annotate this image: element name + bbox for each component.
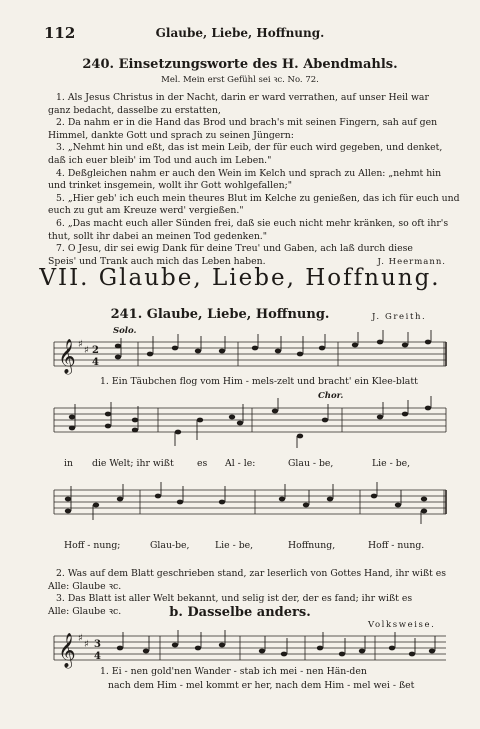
treble-clef-icon: 𝄞 <box>58 339 76 374</box>
staff-3-notes <box>65 494 427 514</box>
staff-1-stems <box>121 330 431 357</box>
lyric-syllable: Lie - be, <box>372 458 411 469</box>
lyric-syllable: die Welt; ihr wißt <box>92 458 174 469</box>
verse-line: 7. O Jesu, dir sei ewig Dank für deine Treu' und Gaben, ach laß durch diese <box>56 243 413 255</box>
lyric-syllable: Hoff - nung. <box>368 540 425 551</box>
staff-4 <box>54 636 446 660</box>
staff-4-notes <box>58 633 435 669</box>
verse-line: Alle: Glaube ꝛc. <box>48 605 122 617</box>
sharp-icon: ♯ <box>84 639 89 650</box>
sharp-icon: ♯ <box>78 633 83 644</box>
verse-line: 5. „Hier geb' ich euch mein theures Blut im Kelche zu genießen, das ich für euch und <box>56 192 460 204</box>
verse-line: und trinket insgemein, wollt ihr Gott wohlgefallen;" <box>48 180 293 192</box>
staff-2-notes <box>69 406 431 439</box>
staff-3-stems <box>71 482 421 524</box>
verse-line: 3. Das Blatt ist aller Welt bekannt, und selig ist der, der es fand; ihr wißt es <box>56 593 413 605</box>
lyric-syllable: Lie - be, <box>215 540 254 551</box>
hymn-240-melody-ref: Mel. Mein erst Gefühl sei ꝛc. No. 72. <box>161 75 319 85</box>
verse-line: 6. „Das macht euch aller Sünden frei, daß sie euch nicht mehr kränken, so oft ihr's <box>56 217 449 229</box>
running-head: Glaube, Liebe, Hoffnung. <box>155 26 325 40</box>
hymn-240-title: 240. Einsetzungsworte des H. Abendmahls. <box>82 57 398 72</box>
lyric-syllable: Glau-be, <box>150 540 190 551</box>
verse-line: thut, sollt ihr dabei an meinen Tod gedenken." <box>48 230 268 242</box>
verse-line: 1. Als Jesus Christus in der Nacht, darin er ward verrathen, auf unser Heil war <box>56 92 429 103</box>
time-signature: 3 <box>94 639 101 650</box>
sharp-icon: ♯ <box>78 339 83 350</box>
verse-line: Himmel, dankte Gott und sprach zu seinen Jüngern: <box>48 129 294 141</box>
staff-1-notes <box>58 339 431 375</box>
staff-2-stems <box>75 396 431 448</box>
verse-line: 2. Da nahm er in die Hand das Brod und brach's mit seinen Fingern, sah auf gen <box>56 117 438 129</box>
staff-2 <box>54 408 446 432</box>
verse-line: euch zu gut am Kreuze werd' vergießen." <box>48 205 244 217</box>
verse-line: ganz bedacht, dasselbe zu erstatten, <box>48 104 221 116</box>
lyric-syllable: Hoffnung, <box>288 540 336 551</box>
page-number: 112 <box>44 24 76 42</box>
time-signature: 2 <box>92 345 99 356</box>
hymn-241-composer: J. Greith. <box>372 312 427 322</box>
verse-line: 2. Was auf dem Blatt geschrieben stand, zar leserlich von Gottes Hand, ihr wißt es <box>56 568 447 579</box>
treble-clef-icon: 𝄞 <box>58 633 76 668</box>
verse-line: daß ich euer bleib' im Tod und auch im Leben." <box>48 154 272 166</box>
verse-line: Alle: Glaube ꝛc. <box>48 580 122 592</box>
hymn-b-lyrics-line-1: 1. Ei - nen gold'nen Wander - stab ich mei - nen Hän-den <box>100 666 367 677</box>
staff-3 <box>54 490 446 514</box>
verse-line-text: Speis' und Trank auch mich das Leben haben. <box>48 255 266 267</box>
lyric-syllable: Hoff - nung; <box>64 540 121 551</box>
time-signature: 4 <box>92 357 99 368</box>
lyric-syllable: in <box>64 458 73 469</box>
lyric-syllable: es <box>197 458 208 469</box>
time-signature: 4 <box>94 651 101 662</box>
hymn-241-lyrics-line-1: 1. Ein Täubchen flog vom Him - mels-zelt und bracht' ein Klee-blatt <box>100 376 418 387</box>
lyric-syllable: Glau - be, <box>288 458 334 469</box>
verse-line: 3. „Nehmt hin und eßt, das ist mein Leib, der für euch wird gegeben, und denket, <box>56 142 443 154</box>
verse-line: 4. Deßgleichen nahm er auch den Wein im Kelch und sprach zu Allen: „nehmt hin <box>56 167 442 179</box>
chor-marking: Chor. <box>318 391 344 401</box>
hymn-240-author: J. Heermann. <box>377 256 446 267</box>
hymn-241-title: 241. Glaube, Liebe, Hoffnung. <box>110 307 330 322</box>
section-heading: VII. Glaube, Liebe, Hoffnung. <box>39 265 441 291</box>
hymn-b-title: b. Dasselbe anders. <box>169 605 311 620</box>
sharp-icon: ♯ <box>84 345 89 356</box>
staff-1 <box>54 342 446 366</box>
hymn-b-melody-note: Volksweise. <box>368 620 436 630</box>
hymn-b-lyrics-line-2: nach dem Him - mel kommt er her, nach dem Him - mel wei - ßet <box>108 680 415 691</box>
lyric-syllable: Al - le: <box>225 458 256 469</box>
solo-marking: Solo. <box>113 326 137 336</box>
